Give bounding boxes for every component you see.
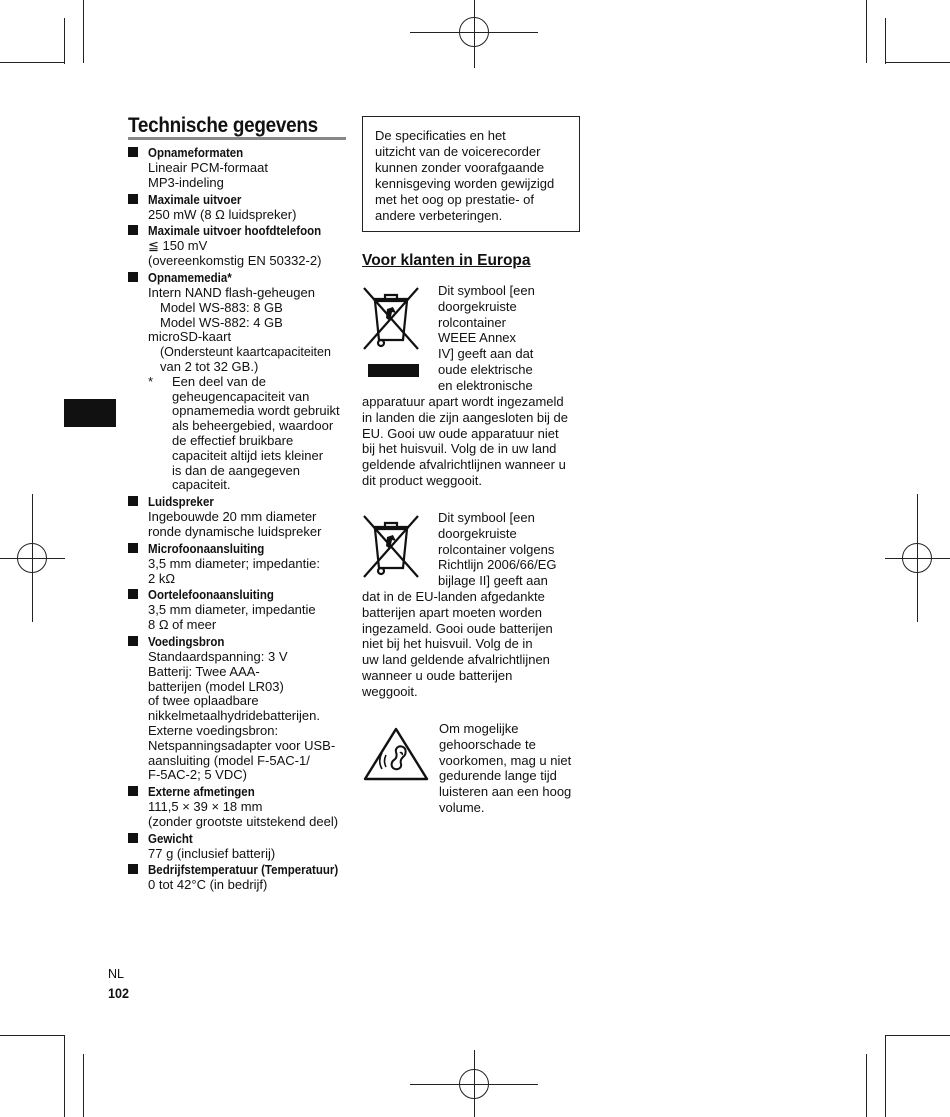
spec-value: van 2 tot 32 GB.) xyxy=(160,358,259,374)
spec-value: (overeenkomstig EN 50332-2) xyxy=(148,253,322,269)
spec-value: Batterij: Twee AAA- xyxy=(148,663,260,679)
page-title: Technische gegevens xyxy=(128,114,318,137)
spec-value: aansluiting (model F-5AC-1/ xyxy=(148,752,310,768)
spec-item xyxy=(128,192,353,223)
footnote-line: capaciteit. xyxy=(172,477,231,493)
spec-item xyxy=(128,270,353,493)
spec-value: ronde dynamische luidspreker xyxy=(148,523,322,539)
spec-value: MP3-indeling xyxy=(148,174,224,190)
battery-text-continued: dat in de EU-landen afgedankte batterijen apart moeten worden ingezameld. Gooi oude batterijen niet bij het huisvuil. Volg de in uw land geldende afvalrichtlijnen wanneer u oude batterijen weggooit. xyxy=(362,589,553,699)
footnote xyxy=(148,375,353,493)
spec-value: Netspanningsadapter voor USB- xyxy=(148,737,336,753)
section-tab-marker xyxy=(64,399,116,427)
spec-heading: Maximale uitvoer xyxy=(148,192,242,207)
spec-heading: Opnamemedia* xyxy=(148,270,232,285)
weee-text-continued: apparatuur apart wordt ingezameld in landen die zijn aangesloten bij de EU. Gooi uw oude apparatuur niet bij het huisvuil. Volg de in uw land geldende afvalrichtlijnen wanneer u dit product weggooit. xyxy=(362,394,568,488)
notice-line: kennisgeving worden gewijzigd xyxy=(375,176,555,191)
spec-value: Intern NAND flash-geheugen xyxy=(148,284,315,300)
bullet-icon xyxy=(128,636,138,646)
spec-heading: Externe afmetingen xyxy=(148,785,255,800)
spec-item xyxy=(128,634,353,783)
spec-value: 3,5 mm diameter, impedantie xyxy=(148,602,316,618)
spec-item xyxy=(128,784,353,830)
specification-notice-box xyxy=(362,116,580,232)
spec-value: Lineair PCM-formaat xyxy=(148,160,268,175)
registration-mark-right xyxy=(902,543,932,573)
spec-value: Standaardspanning: 3 V xyxy=(148,648,288,664)
spec-value: F-5AC-2; 5 VDC) xyxy=(148,767,247,783)
footer-language: NL xyxy=(108,967,124,981)
spec-value: 0 tot 42°C (in bedrijf) xyxy=(148,877,268,893)
spec-item xyxy=(128,587,353,633)
europe-section-title: Voor klanten in Europa xyxy=(362,252,531,269)
footnote-asterisk: * xyxy=(148,373,154,389)
spec-value: Model WS-883: 8 GB xyxy=(160,299,283,315)
notice-line: De specificaties en het xyxy=(375,128,506,143)
bullet-icon xyxy=(128,786,138,796)
bullet-icon xyxy=(128,194,138,204)
spec-value: (Ondersteunt kaartcapaciteiten xyxy=(160,345,331,360)
battery-text: Dit symbool [een doorgekruiste rolcontainer volgens Richtlijn 2006/66/EG bijlage II] geeft aan xyxy=(438,510,557,589)
spec-item xyxy=(128,862,353,893)
spec-value: (zonder grootste uitstekend deel) xyxy=(148,813,339,829)
spec-heading: Maximale uitvoer hoofdtelefoon xyxy=(148,224,322,239)
spec-value: microSD-kaart xyxy=(148,329,232,345)
spec-item xyxy=(128,831,353,862)
spec-heading: Oortelefoonaansluiting xyxy=(148,588,274,603)
footnote-line: is dan de aangegeven xyxy=(172,462,300,478)
registration-mark-top xyxy=(459,17,489,47)
registration-mark-bottom xyxy=(459,1069,489,1099)
spec-value: 8 Ω of meer xyxy=(148,617,217,633)
footnote-line: als beheergebied, waardoor xyxy=(172,418,334,434)
bullet-icon xyxy=(128,864,138,874)
crossed-out-bin-icon xyxy=(361,513,421,583)
title-underline xyxy=(128,137,346,140)
spec-value: 250 mW (8 Ω luidspreker) xyxy=(148,206,297,222)
spec-value: 111,5 × 39 × 18 mm xyxy=(148,799,263,815)
spec-value: 3,5 mm diameter; impedantie: xyxy=(148,555,320,571)
footnote-line: opnamemedia wordt gebruikt xyxy=(172,403,340,419)
bullet-icon xyxy=(128,589,138,599)
spec-item xyxy=(128,541,353,587)
spec-item xyxy=(128,494,353,540)
notice-line: andere verbeteringen. xyxy=(375,208,503,223)
spec-item xyxy=(128,145,353,191)
spec-heading: Microfoonaansluiting xyxy=(148,541,265,556)
notice-line: uitzicht van de voicerecorder xyxy=(375,144,541,159)
footnote-line: Een deel van de xyxy=(172,373,266,389)
spec-heading: Bedrijfstemperatuur (Temperatuur) xyxy=(148,863,339,878)
spec-item xyxy=(128,223,353,269)
hearing-text: Om mogelijke gehoorschade te voorkomen, mag u niet gedurende lange tijd luisteren aan een hoog volume. xyxy=(439,721,572,815)
spec-value: Model WS-882: 4 GB xyxy=(160,314,283,330)
spec-heading: Opnameformaten xyxy=(148,146,244,160)
hearing-warning-icon xyxy=(362,726,430,782)
footnote-line: capaciteit altijd iets kleiner xyxy=(172,447,324,463)
spec-value: Externe voedingsbron: xyxy=(148,722,279,738)
notice-line: met het oog op prestatie- of xyxy=(375,192,534,207)
spec-value: 77 g (inclusief batterij) xyxy=(148,845,276,861)
spec-value: nikkelmetaalhydridebatterijen. xyxy=(148,708,320,724)
bullet-icon xyxy=(128,543,138,553)
spec-value: of twee oplaadbare xyxy=(148,693,259,709)
spec-heading: Luidspreker xyxy=(148,495,214,510)
weee-text: Dit symbool [een doorgekruiste rolcontainer WEEE Annex IV] geeft aan dat oude elektrische en elektronische xyxy=(438,283,535,393)
footnote-line: geheugencapaciteit van xyxy=(172,388,310,404)
spec-heading: Gewicht xyxy=(148,831,193,846)
spec-value: Ingebouwde 20 mm diameter xyxy=(148,509,317,525)
spec-heading: Voedingsbron xyxy=(148,634,225,649)
spec-value: ≦ 150 mV xyxy=(148,238,208,254)
bullet-icon xyxy=(128,272,138,282)
registration-mark-left xyxy=(17,543,47,573)
spec-list xyxy=(128,145,353,894)
footnote-line: de effectief bruikbare xyxy=(172,432,294,448)
bullet-icon xyxy=(128,147,138,157)
spec-value: batterijen (model LR03) xyxy=(148,678,284,694)
bullet-icon xyxy=(128,833,138,843)
bullet-icon xyxy=(128,496,138,506)
page-number: 102 xyxy=(108,985,130,1001)
crossed-out-bin-icon xyxy=(361,285,421,380)
bullet-icon xyxy=(128,225,138,235)
notice-line: kunnen zonder voorafgaande xyxy=(375,160,545,175)
spec-value: 2 kΩ xyxy=(148,570,176,586)
